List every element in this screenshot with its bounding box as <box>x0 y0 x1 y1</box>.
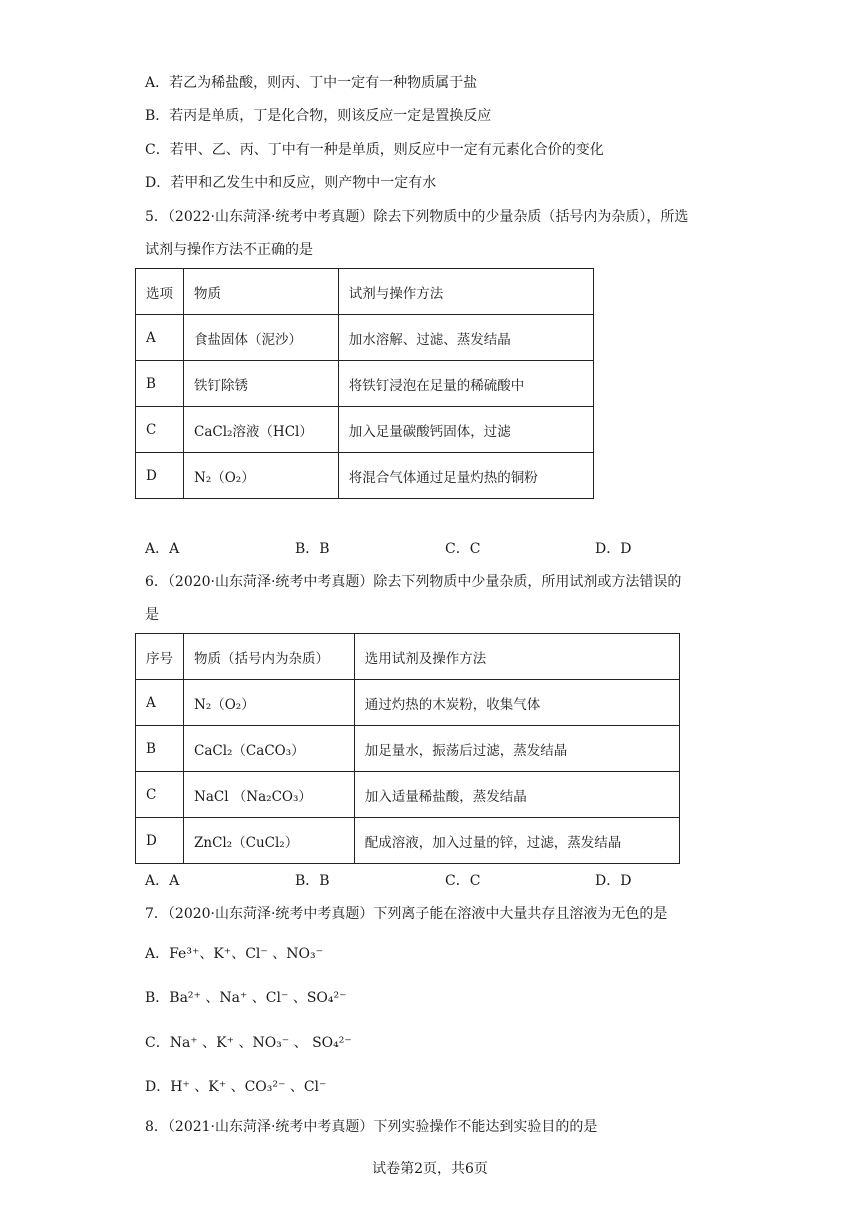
q7-option-b[interactable]: B．Ba²⁺ 、Na⁺ 、Cl⁻ 、SO₄²⁻ <box>145 990 347 1006</box>
table-row <box>136 680 680 726</box>
q6-stem-line2: 是 <box>145 607 159 623</box>
table-row <box>136 407 594 453</box>
q4-option-a: A．若乙为稀盐酸，则丙、丁中一定有一种物质属于盐 <box>145 75 478 91</box>
answer-option-b[interactable]: B．B <box>295 541 330 557</box>
row-substance: N₂（O₂） <box>184 453 339 499</box>
q5-stem-line1: 5．（2022·山东菏泽·统考中考真题）除去下列物质中的少量杂质（括号内为杂质），所选 <box>145 209 689 225</box>
row-label: C <box>136 772 184 818</box>
answer-option-b[interactable]: B．B <box>295 873 330 889</box>
q6-stem-line1: 6．（2020·山东菏泽·统考中考真题）除去下列物质中少量杂质，所用试剂或方法错误的 <box>145 574 682 590</box>
table-row <box>136 818 680 864</box>
row-method: 加水溶解、过滤、蒸发结晶 <box>338 315 593 361</box>
q4-option-c: C．若甲、乙、丙、丁中有一种是单质，则反应中一定有元素化合价的变化 <box>145 142 604 158</box>
row-method: 配成溶液，加入过量的锌，过滤，蒸发结晶 <box>354 818 679 864</box>
answer-option-d[interactable]: D．D <box>595 873 632 889</box>
answer-option-d[interactable]: D．D <box>595 541 632 557</box>
row-substance: 铁钉除锈 <box>184 361 339 407</box>
table-row <box>136 772 680 818</box>
row-method: 通过灼热的木炭粉，收集气体 <box>354 680 679 726</box>
row-label: B <box>136 726 184 772</box>
row-method: 将混合气体通过足量灼热的铜粉 <box>338 453 593 499</box>
table-header-cell: 选用试剂及操作方法 <box>354 634 679 680</box>
row-method: 加入足量碳酸钙固体，过滤 <box>338 407 593 453</box>
row-label: A <box>136 680 184 726</box>
row-label: C <box>136 407 184 453</box>
table-header-cell: 序号 <box>136 634 184 680</box>
q4-option-d: D．若甲和乙发生中和反应，则产物中一定有水 <box>145 175 437 191</box>
table-row <box>136 315 594 361</box>
row-substance: NaCl （Na₂CO₃） <box>184 772 355 818</box>
table-row <box>136 453 594 499</box>
row-label: B <box>136 361 184 407</box>
q7-stem: 7．（2020·山东菏泽·统考中考真题）下列离子能在溶液中大量共存且溶液为无色的是 <box>145 906 668 922</box>
table-row <box>136 361 594 407</box>
table-header-cell: 物质（括号内为杂质） <box>184 634 355 680</box>
q7-option-d[interactable]: D．H⁺ 、K⁺ 、CO₃²⁻ 、Cl⁻ <box>145 1079 327 1095</box>
answer-option-a[interactable]: A．A <box>145 541 180 557</box>
row-substance: CaCl₂（CaCO₃） <box>184 726 355 772</box>
table-header-cell: 试剂与操作方法 <box>338 269 593 315</box>
answer-option-a[interactable]: A．A <box>145 873 180 889</box>
table-header-row <box>136 269 594 315</box>
q6-table <box>135 633 680 864</box>
row-method: 加足量水，振荡后过滤，蒸发结晶 <box>354 726 679 772</box>
table-header-cell: 物质 <box>184 269 339 315</box>
row-label: D <box>136 453 184 499</box>
q7-option-c[interactable]: C．Na⁺ 、K⁺ 、NO₃⁻ 、 SO₄²⁻ <box>145 1035 352 1051</box>
answer-option-c[interactable]: C．C <box>445 873 481 889</box>
page-footer: 试卷第2页，共6页 <box>372 1161 488 1177</box>
table-row <box>136 726 680 772</box>
row-label: A <box>136 315 184 361</box>
q5-answer-options <box>145 538 705 558</box>
row-label: D <box>136 818 184 864</box>
q4-option-b: B．若丙是单质，丁是化合物，则该反应一定是置换反应 <box>145 108 492 124</box>
q5-table <box>135 268 594 499</box>
row-method: 将铁钉浸泡在足量的稀硫酸中 <box>338 361 593 407</box>
row-substance: 食盐固体（泥沙） <box>184 315 339 361</box>
row-substance: ZnCl₂（CuCl₂） <box>184 818 355 864</box>
q8-stem: 8．（2021·山东菏泽·统考中考真题）下列实验操作不能达到实验目的的是 <box>145 1119 598 1135</box>
row-substance: CaCl₂溶液（HCl） <box>184 407 339 453</box>
row-substance: N₂（O₂） <box>184 680 355 726</box>
table-header-cell: 选项 <box>136 269 184 315</box>
table-header-row <box>136 634 680 680</box>
answer-option-c[interactable]: C．C <box>445 541 481 557</box>
q7-option-a[interactable]: A．Fe³⁺、K⁺、Cl⁻ 、NO₃⁻ <box>145 946 323 962</box>
q6-answer-options <box>145 870 705 890</box>
row-method: 加入适量稀盐酸，蒸发结晶 <box>354 772 679 818</box>
q5-stem-line2: 试剂与操作方法不正确的是 <box>145 242 313 258</box>
